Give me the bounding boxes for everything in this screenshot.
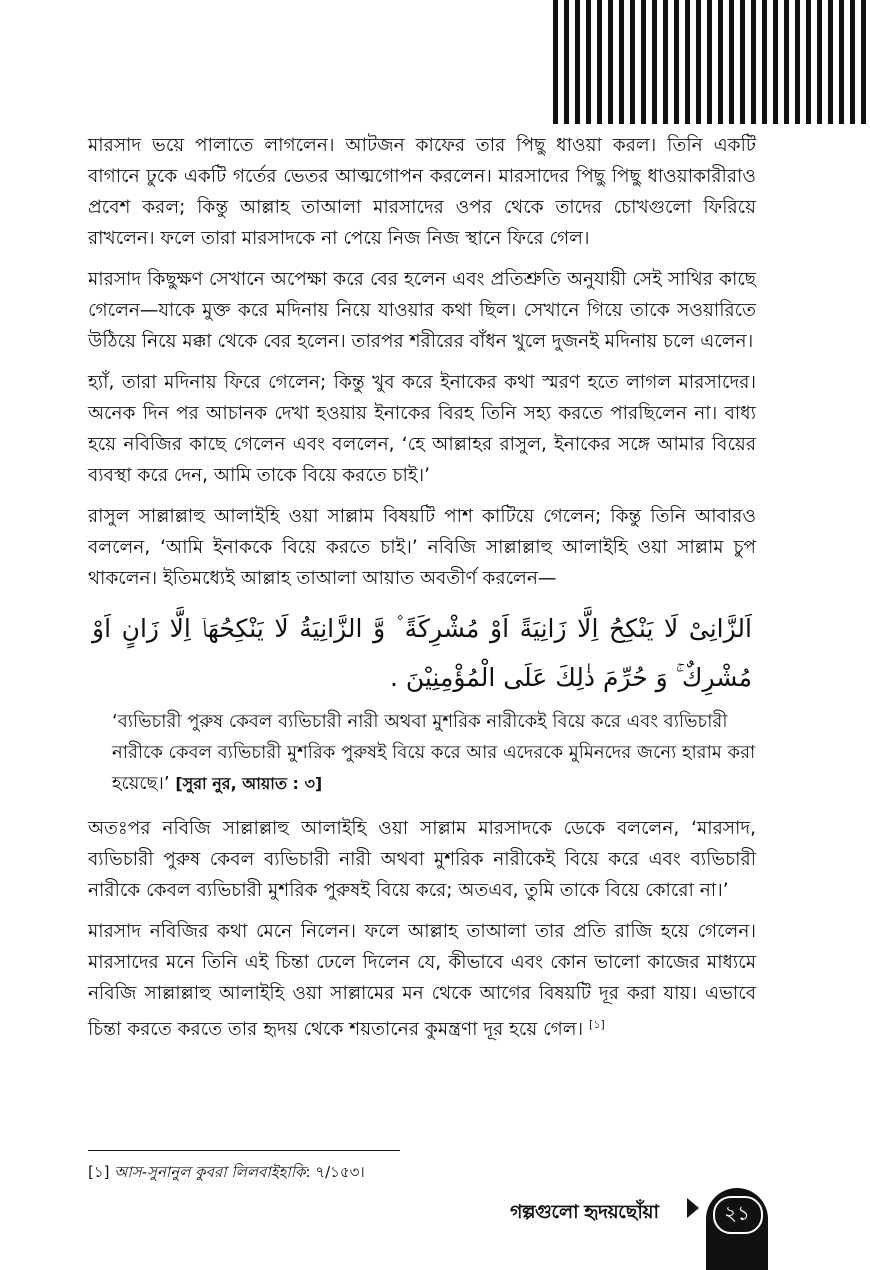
- footnote-marker[interactable]: [১]: [589, 1018, 605, 1031]
- page-body: [88, 130, 756, 1055]
- paragraph-3: হ্যাঁ, তারা মদিনায় ফিরে গেলেন; কিন্তু খুব করে ইনাকের কথা স্মরণ হতে লাগল মারসাদের। অনেক দিন পর আচানক দেখা হওয়ায় ইনাকের বিরহ তিনি সহ্য করতে পারছিলেন না। বাধ্য হয়ে নবিজির কাছে গেলেন এবং বললেন, ‘হে আল্লাহর রাসুল, ইনাকের সঙ্গে আমার বিয়ের ব্যবস্থা করে দেন, আমি তাকে বিয়ে করতে চাই।’: [88, 372, 756, 486]
- running-footer-title: গল্পগুলো হৃদয়ছোঁয়া: [510, 1201, 659, 1223]
- decorative-stripes: [553, 0, 870, 124]
- footnote-marker-label: [১]: [88, 1163, 110, 1181]
- footnote-divider: [88, 1150, 400, 1151]
- translation-text: ‘ব্যভিচারী পুরুষ কেবল ব্যভিচারী নারী অথবা মুশরিক নারীকেই বিয়ে করে এবং ব্যভিচারী নারীকে কেবল ব্যভিচারী মুশরিক পুরুষই বিয়ে করে আর এদেরকে মুমিনদের জন্যে হারাম করা হয়েছে।’: [112, 711, 756, 794]
- quran-verse-arabic: اَلزَّانِیْ لَا یَنْكِحُ اِلَّا زَانِیَةً اَوْ مُشْرِكَةً ۫ وَّ الزَّانِیَةُ لَا یَنْكِحُهَاۤ اِلَّا زَانٍ اَوْ مُشْرِكٌ ۚ وَ حُرِّمَ ذٰلِكَ عَلَى الْمُؤْمِنِیْنَ .: [92, 614, 752, 692]
- footnote-book-title: আস-সুনানুল কুবরা লিলবাইহাকি: [114, 1163, 306, 1181]
- page-number: ২১: [724, 1201, 750, 1225]
- paragraph-4: রাসুল সাল্লাল্লাহু আলাইহি ওয়া সাল্লাম বিষয়টি পাশ কাটিয়ে গেলেন; কিন্তু তিনি আবারও বললেন, ‘আমি ইনাককে বিয়ে করতে চাই।’ নবিজি সাল্লাল্লাহু আলাইহি ওয়া সাল্লাম চুপ থাকলেন। ইতিমধ্যেই আল্লাহ তাআলা আয়াত অবতীর্ণ করলেন—: [88, 506, 756, 589]
- verse-translation: [112, 706, 756, 799]
- arrow-right-icon: [687, 1198, 699, 1218]
- footnote-pages: : ৭/১৫৩।: [305, 1163, 365, 1181]
- translation-reference: [সুরা নুর, আয়াত : ৩]: [175, 774, 323, 793]
- paragraph-1: মারসাদ ভয়ে পালাতে লাগলেন। আটজন কাফের তার পিছু ধাওয়া করল। তিনি একটি বাগানে ঢুকে একটি গর্তের ভেতর আত্মগোপন করলেন। মারসাদের পিছু পিছু ধাওয়াকারীরাও প্রবেশ করল; কিন্তু আল্লাহ তাআলা মারসাদের ওপর থেকে তাদের চোখগুলো ফিরিয়ে রাখলেন। ফলে তারা মারসাদকে না পেয়ে নিজ নিজ স্থানে ফিরে গেল।: [88, 135, 756, 249]
- paragraph-5: অতঃপর নবিজি সাল্লাল্লাহু আলাইহি ওয়া সাল্লাম মারসাদকে ডেকে বললেন, ‘মারসাদ, ব্যভিচারী পুরুষ কেবল ব্যভিচারী নারী অথবা মুশরিক নারীকেই বিয়ে করে এবং ব্যভিচারী নারীকে কেবল ব্যভিচারী মুশরিক পুরুষই বিয়ে করে; অতএব, তুমি তাকে বিয়ে কোরো না।’: [88, 818, 756, 901]
- paragraph-6: [88, 916, 756, 1045]
- paragraph-2: মারসাদ কিছুক্ষণ সেখানে অপেক্ষা করে বের হলেন এবং প্রতিশ্রুতি অনুযায়ী সেই সাথির কাছে গেলেন—যাকে মুক্ত করে মদিনায় নিয়ে যাওয়ার কথা ছিল। সেখানে গিয়ে তাকে সওয়ারিতে উঠিয়ে নিয়ে মক্কা থেকে বের হলেন। তারপর শরীরের বাঁধন খুলে দুজনই মদিনায় চলে এলেন।: [88, 269, 756, 352]
- footnote: [88, 1160, 365, 1184]
- paragraph-6-text: মারসাদ নবিজির কথা মেনে নিলেন। ফলে আল্লাহ তাআলা তার প্রতি রাজি হয়ে গেলেন। মারসাদের মনে তিনি এই চিন্তা ঢেলে দিলেন যে, কীভাবে এবং কোন ভালো কাজের মাধ্যমে নবিজি সাল্লাল্লাহু আলাইহি ওয়া সাল্লামের মন থেকে আগের বিষয়টি দূর করা যায়। এভাবে চিন্তা করতে করতে তার হৃদয় থেকে শয়তানের কুমন্ত্রণা দূর হয়ে গেল।: [88, 921, 756, 1041]
